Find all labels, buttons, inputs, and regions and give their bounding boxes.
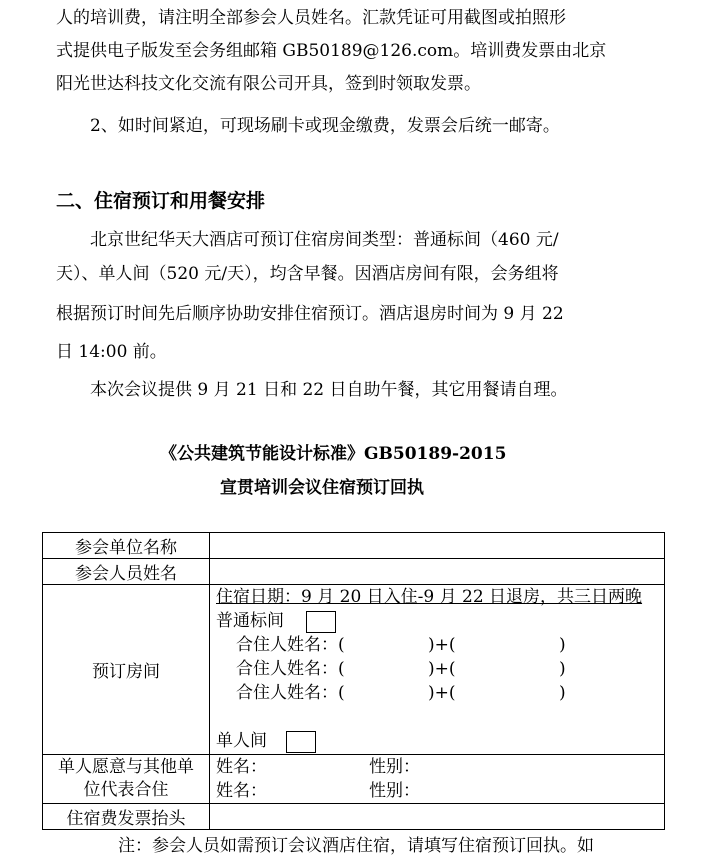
table-row xyxy=(43,533,665,559)
roommate-separator: )+( xyxy=(428,635,456,655)
paragraph-line: 人的培训费，请注明全部参会人员姓名。汇款凭证可用截图或拍照形 xyxy=(56,8,566,28)
unit-label: 参会单位名称 xyxy=(43,533,210,559)
table-row xyxy=(43,755,665,804)
share-line xyxy=(216,779,664,803)
section-heading: 二、住宿预订和用餐安排 xyxy=(56,190,266,212)
unit-field[interactable] xyxy=(210,533,665,559)
roommate-line xyxy=(216,657,664,681)
roommate-line xyxy=(216,681,664,705)
paragraph-line: 北京世纪华天大酒店可预订住宿房间类型：普通标间（460 元/ xyxy=(90,230,559,250)
paragraph-line: 天）、单人间（520 元/天），均含早餐。因酒店房间有限，会务组将 xyxy=(56,264,559,284)
table-row xyxy=(43,585,665,755)
share-cell xyxy=(210,755,665,804)
invoice-label: 住宿费发票抬头 xyxy=(43,804,210,830)
booking-label: 预订房间 xyxy=(43,585,210,755)
note-line: 注：参会人员如需预订会议酒店住宿，请填写住宿预订回执。如 xyxy=(118,836,594,856)
roommate-end: ) xyxy=(559,635,566,655)
stay-dates: 住宿日期：9 月 20 日入住-9 月 22 日退房，共三日两晚 xyxy=(216,587,643,607)
attendee-label: 参会人员姓名 xyxy=(43,559,210,585)
single-room-line xyxy=(216,729,664,753)
gender-label: 性别： xyxy=(369,757,420,777)
share-label-line: 位代表合住 xyxy=(83,780,169,800)
single-room-label: 单人间 xyxy=(216,731,267,751)
standard-room-label: 普通标间 xyxy=(216,611,284,631)
paragraph-line: 2、如时间紧迫，可现场刷卡或现金缴费，发票会后统一邮寄。 xyxy=(90,116,560,136)
share-line xyxy=(216,755,664,779)
single-room-checkbox[interactable] xyxy=(286,731,316,753)
booking-cell xyxy=(210,585,665,755)
gender-label: 性别： xyxy=(369,781,420,801)
standard-room-line xyxy=(216,609,664,633)
roommate-separator: )+( xyxy=(428,659,456,679)
spacer xyxy=(216,705,664,729)
form-title: 《公共建筑节能设计标准》GB50189-2015 xyxy=(160,444,507,464)
roommate-end: ) xyxy=(559,659,566,679)
standard-room-checkbox[interactable] xyxy=(306,611,336,633)
roommate-label: 合住人姓名：( xyxy=(236,635,345,655)
roommate-label: 合住人姓名：( xyxy=(236,683,345,703)
paragraph-line: 式提供电子版发至会务组邮箱 GB50189@126.com。培训费发票由北京 xyxy=(56,41,607,61)
stay-dates-line xyxy=(216,585,664,609)
paragraph-line: 根据预订时间先后顺序协助安排住宿预订。酒店退房时间为 9 月 22 xyxy=(56,304,564,324)
name-label: 姓名： xyxy=(216,781,267,801)
roommate-line xyxy=(216,633,664,657)
paragraph-line: 阳光世达科技文化交流有限公司开具，签到时领取发票。 xyxy=(56,74,481,94)
share-label xyxy=(43,755,210,804)
form-subtitle: 宣贯培训会议住宿预订回执 xyxy=(220,478,424,498)
invoice-field[interactable] xyxy=(210,804,665,830)
roommate-separator: )+( xyxy=(428,683,456,703)
reservation-form-table xyxy=(42,532,665,830)
table-row xyxy=(43,804,665,830)
paragraph-line: 日 14:00 前。 xyxy=(56,342,167,362)
table-row xyxy=(43,559,665,585)
share-label-line: 单人愿意与其他单 xyxy=(58,757,194,777)
paragraph-line: 本次会议提供 9 月 21 日和 22 日自助午餐，其它用餐请自理。 xyxy=(90,380,568,400)
roommate-label: 合住人姓名：( xyxy=(236,659,345,679)
roommate-end: ) xyxy=(559,683,566,703)
attendee-field[interactable] xyxy=(210,559,665,585)
name-label: 姓名： xyxy=(216,757,267,777)
